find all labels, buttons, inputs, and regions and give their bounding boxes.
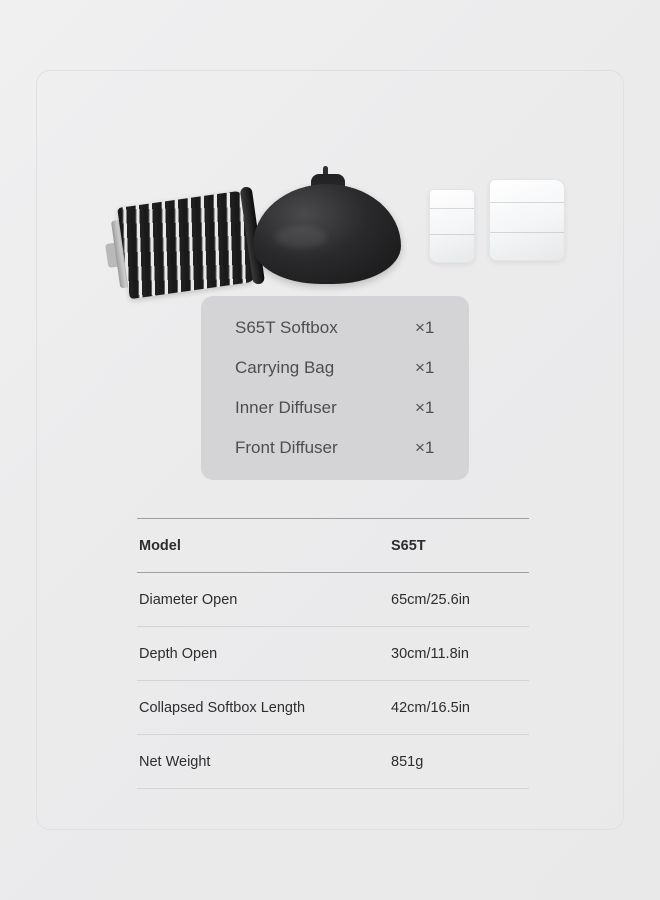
spec-value: 851g (391, 753, 424, 770)
content-card (36, 70, 624, 830)
list-item (235, 438, 445, 478)
inner-diffuser-image (429, 189, 475, 263)
contents-item-label: Inner Diffuser (235, 398, 337, 417)
package-contents-list (235, 318, 445, 478)
diffuser-fold (490, 202, 564, 203)
carrying-bag-image (253, 166, 401, 284)
diffuser-fold (430, 208, 474, 209)
contents-item-qty: ×1 (415, 358, 435, 377)
list-item (235, 318, 445, 358)
table-row (137, 735, 529, 789)
table-row (137, 627, 529, 681)
contents-item-qty: ×1 (415, 398, 435, 417)
list-item (235, 398, 445, 438)
collapsed-softbox-image (109, 190, 260, 301)
specification-table (137, 518, 529, 789)
list-item (235, 358, 445, 398)
contents-item-label: Carrying Bag (235, 358, 335, 377)
spec-value: S65T (391, 537, 426, 554)
diffuser-fold (490, 232, 564, 233)
spec-key: Collapsed Softbox Length (139, 699, 306, 716)
spec-value: 42cm/16.5in (391, 699, 470, 716)
table-row (137, 573, 529, 627)
spec-key: Depth Open (139, 645, 218, 662)
softbox-body (117, 190, 257, 299)
spec-key: Net Weight (139, 753, 211, 770)
diffuser-fold (430, 234, 474, 235)
bag-body (253, 184, 401, 284)
contents-item-label: Front Diffuser (235, 438, 338, 457)
contents-item-qty: ×1 (415, 438, 435, 457)
package-contents-box (201, 296, 469, 480)
contents-item-label: S65T Softbox (235, 318, 338, 337)
bag-highlight (275, 226, 327, 248)
spec-value: 65cm/25.6in (391, 591, 470, 608)
table-row (137, 518, 529, 573)
spec-key: Model (139, 537, 181, 554)
spec-key: Diameter Open (139, 591, 238, 608)
table-row (137, 681, 529, 735)
contents-item-qty: ×1 (415, 318, 435, 337)
product-photo-row (37, 131, 625, 311)
front-diffuser-image (489, 179, 565, 261)
spec-value: 30cm/11.8in (391, 645, 469, 662)
